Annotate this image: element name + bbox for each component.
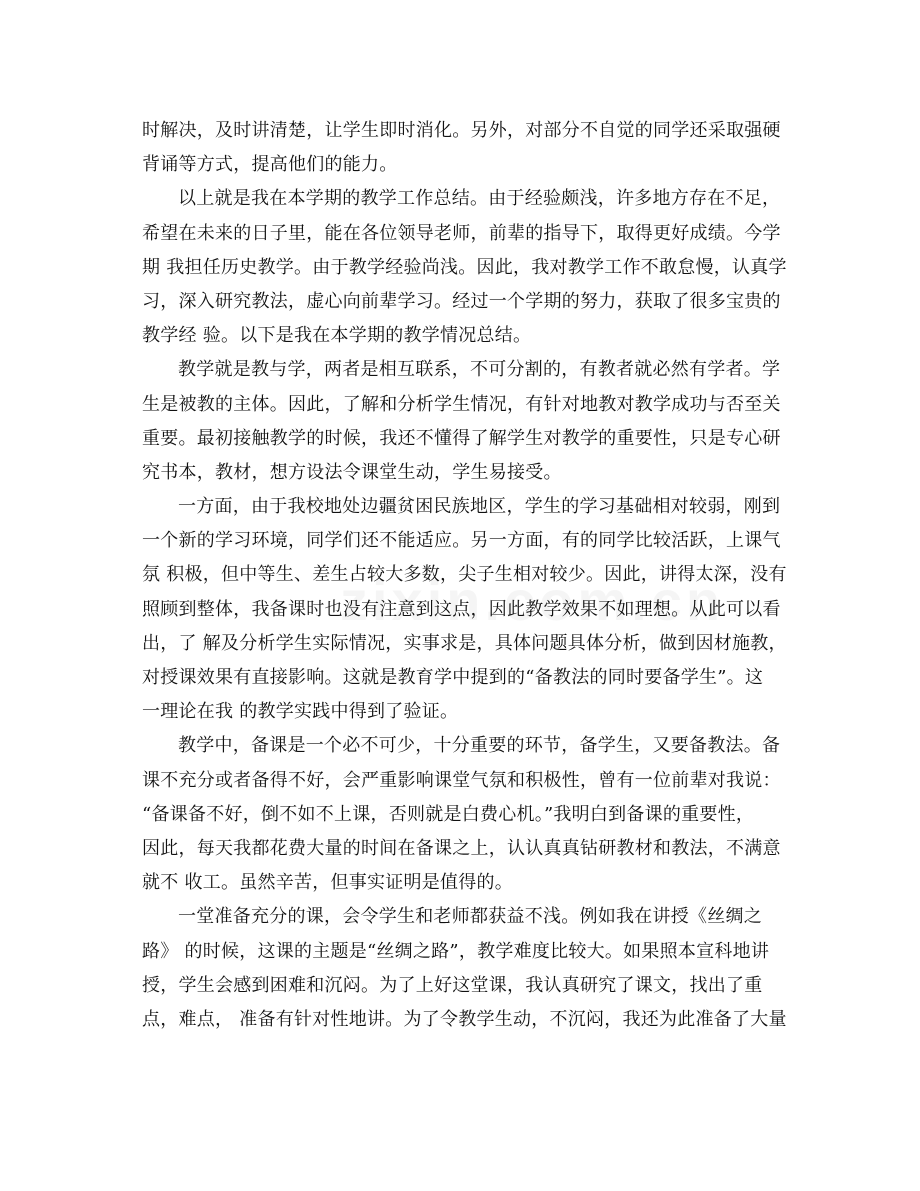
text-line: 氛 积极，但中等生、差生占较大多数，尖子生相对较少。因此，讲得太深，没有 [142, 564, 787, 586]
text-line: 重要。最初接触教学的时候，我还不懂得了解学生对教学的重要性，只是专心研 [142, 427, 781, 449]
text-line: 教学经 验。以下是我在本学期的教学情况总结。 [142, 325, 532, 347]
text-line: 希望在未来的日子里，能在各位领导老师，前辈的指导下，取得更好成绩。今学 [142, 222, 781, 244]
text-line: 因此，每天我都花费大量的时间在备课之上，认认真真钻研教材和教法，不满意 [142, 837, 781, 859]
paragraph-first-line: 以上就是我在本学期的教学工作总结。由于经验颇浅，许多地方存在不足， [178, 188, 781, 210]
text-line: 究书本，教材，想方设法令课堂生动，学生易接受。 [142, 461, 562, 483]
text-line: 路》 的时候，这课的主题是“丝绸之路”，教学难度比较大。如果照本宣科地讲 [142, 940, 770, 962]
paragraph-first-line: 一堂准备充分的课，会令学生和老师都获益不浅。例如我在讲授《丝绸之 [178, 906, 762, 928]
text-line: 习，深入研究教法，虚心向前辈学习。经过一个学期的努力，获取了很多宝贵的 [142, 290, 781, 312]
paragraph-first-line: 一方面，由于我校地处边疆贫困民族地区，学生的学习基础相对较弱，刚到 [178, 496, 781, 518]
text-line: “备课备不好，倒不如不上课，否则就是白费心机。”我明白到备课的重要性， [142, 803, 755, 825]
text-line: 照顾到整体，我备课时也没有注意到这点，因此教学效果不如理想。从此可以看 [142, 598, 781, 620]
text-line: 一理论在我 的教学实践中得到了验证。 [142, 701, 459, 723]
text-line: 时解决，及时讲清楚，让学生即时消化。另外，对部分不自觉的同学还采取强硬 [142, 120, 781, 141]
text-line: 课不充分或者备得不好，会严重影响课堂气氛和积极性，曾有一位前辈对我说： [142, 769, 781, 791]
text-line: 出，了 解及分析学生实际情况，实事求是，具体问题具体分析，做到因材施教， [142, 632, 787, 654]
text-line: 授，学生会感到困难和沉闷。为了上好这堂课，我认真研究了课文，找出了重 [142, 974, 763, 996]
text-line: 就不 收工。虽然辛苦，但事实证明是值得的。 [142, 872, 513, 894]
text-line: 一个新的学习环境，同学们还不能适应。另一方面，有的同学比较活跃，上课气 [142, 530, 781, 552]
document-body [142, 114, 792, 1037]
text-line: 背诵等方式，提高他们的能力。 [142, 154, 398, 176]
text-line: 点，难点， 准备有针对性地讲。为了令教学生动，不沉闷，我还为此准备了大量 [142, 1008, 787, 1030]
paragraph-first-line: 教学中，备课是一个必不可少，十分重要的环节，备学生，又要备教法。备 [178, 735, 781, 757]
text-line: 生是被教的主体。因此，了解和分析学生情况，有针对地教对教学成功与否至关 [142, 393, 781, 415]
text-line: 对授课效果有直接影响。这就是教育学中提到的“备教法的同时要备学生”。这 [142, 667, 764, 688]
text-line: 期 我担任历史教学。由于教学经验尚浅。因此，我对教学工作不敢怠慢，认真学 [142, 256, 787, 278]
paragraph-first-line: 教学就是教与学，两者是相互联系，不可分割的，有教者就必然有学者。学 [178, 359, 781, 381]
